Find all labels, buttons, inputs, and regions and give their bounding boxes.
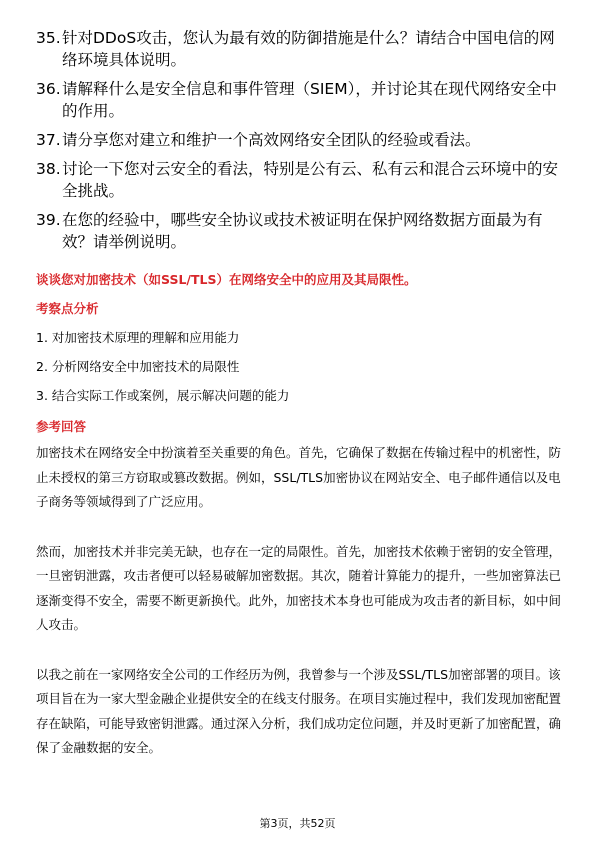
answer-heading: 参考回答 — [36, 419, 87, 434]
answer-paragraph: 然而，加密技术并非完美无缺，也存在一定的局限性。首先，加密技术依赖于密钥的安全管理，一旦密钥泄露，攻击者便可以轻易破解加密数据。其次，随着计算能力的提升，一些加密算法已逐渐变得不安全，需要不断更新换代。此外，加密技术本身也可能成为攻击者的新目标，如中间人攻击。 — [36, 543, 562, 632]
question-number: 36. — [36, 80, 61, 98]
section-title: 谈谈您对加密技术（如SSL/TLS）在网络安全中的应用及其局限性。 — [36, 272, 417, 287]
question-item — [36, 78, 566, 122]
question-item — [36, 158, 566, 202]
answer-section — [36, 418, 564, 761]
analysis-heading: 考察点分析 — [36, 301, 99, 316]
question-text: 针对DDoS攻击，您认为最有效的防御措施是什么？请结合中国电信的网络环境具体说明。 — [62, 29, 555, 69]
question-text: 在您的经验中，哪些安全协议或技术被证明在保护网络数据方面最为有效？请举例说明。 — [62, 211, 543, 251]
question-item — [36, 209, 566, 253]
answer-paragraph: 加密技术在网络安全中扮演着至关重要的角色。首先，它确保了数据在传输过程中的机密性，防止未授权的第三方窃取或篡改数据。例如，SSL/TLS加密协议在网站安全、电子邮件通信以及电子商务等领域得到了广泛应用。 — [36, 445, 562, 509]
question-number: 35. — [36, 29, 61, 47]
answer-paragraphs — [36, 441, 564, 761]
question-number: 39. — [36, 211, 61, 229]
question-text: 请解释什么是安全信息和事件管理（SIEM），并讨论其在现代网络安全中的作用。 — [62, 80, 557, 120]
question-text: 讨论一下您对云安全的看法，特别是公有云、私有云和混合云环境中的安全挑战。 — [62, 160, 559, 200]
analysis-item: 1. 对加密技术原理的理解和应用能力 — [36, 330, 240, 345]
analysis-item: 2. 分析网络安全中加密技术的局限性 — [36, 359, 240, 374]
analysis-item: 3. 结合实际工作或案例，展示解决问题的能力 — [36, 388, 290, 403]
question-item — [36, 27, 566, 71]
question-list — [36, 27, 566, 260]
question-text: 请分享您对建立和维护一个高效网络安全团队的经验或看法。 — [62, 131, 481, 149]
answer-paragraph: 以我之前在一家网络安全公司的工作经历为例，我曾参与一个涉及SSL/TLS加密部署的项目。该项目旨在为一家大型金融企业提供安全的在线支付服务。在项目实施过程中，我们发现加密配置存在缺陷，可能导致密钥泄露。通过深入分析，我们成功定位问题，并及时更新了加密配置，确保了金融数据的安全。 — [36, 666, 562, 755]
question-item — [36, 129, 566, 151]
question-number: 38. — [36, 160, 61, 178]
page-footer: 第3页，共52页 — [259, 817, 336, 830]
analysis-section — [36, 300, 566, 405]
question-number: 37. — [36, 131, 61, 149]
